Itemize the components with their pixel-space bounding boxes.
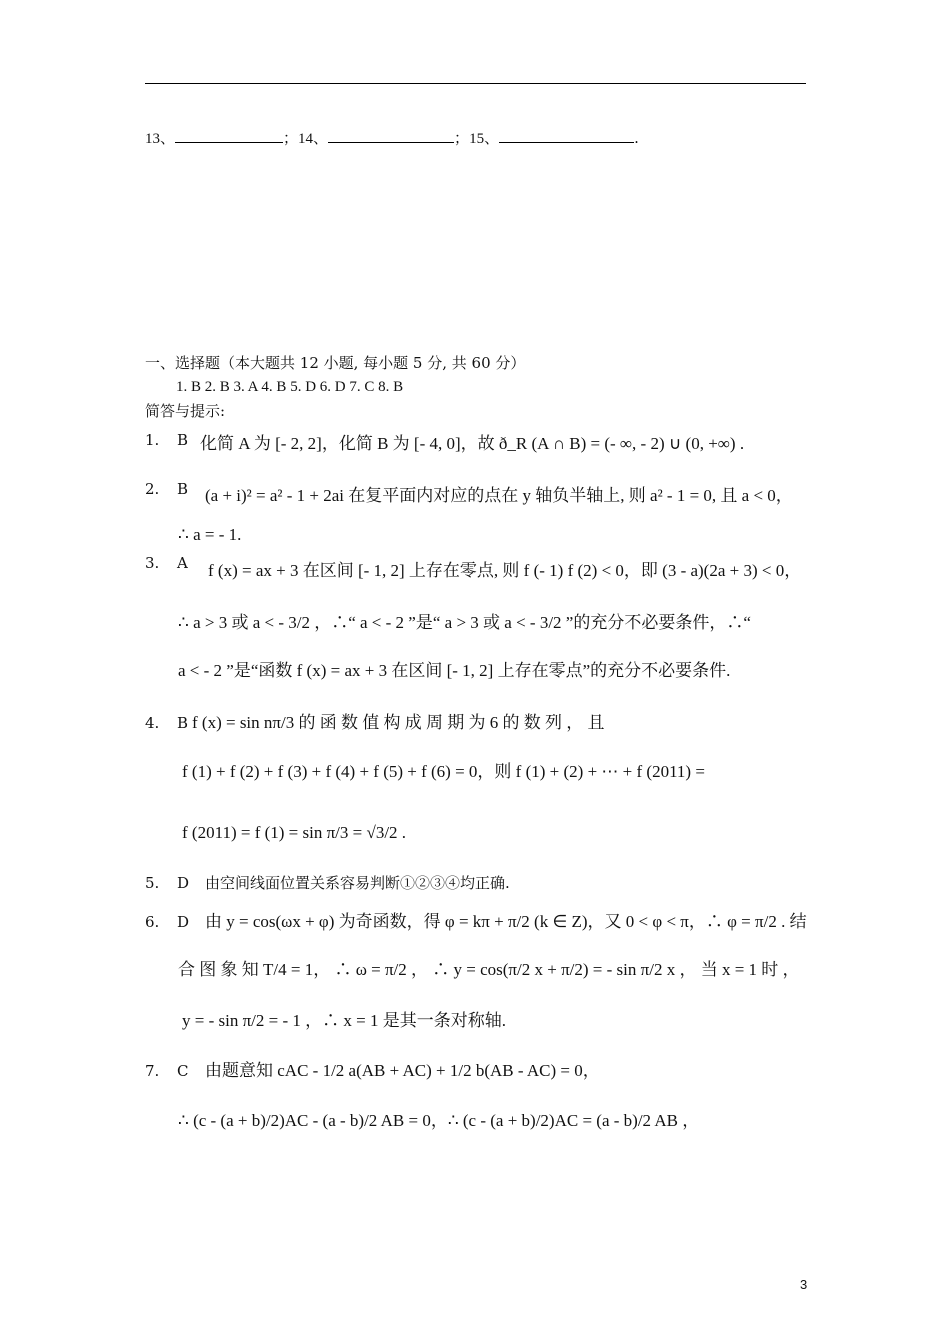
item-line: f (2011) = f (1) = sin π/3 = √3/2 . <box>182 823 407 842</box>
item-answer: A <box>177 554 188 572</box>
item-line: ∴ a = - 1. <box>178 525 242 544</box>
hint-title: 简答与提示: <box>145 402 226 420</box>
page-number: 3 <box>800 1277 808 1292</box>
blank-label-15: 15、 <box>469 131 500 147</box>
item-number: 1. <box>145 431 160 449</box>
answer-blanks-line <box>145 128 639 149</box>
item-answer: B <box>177 431 189 449</box>
blank-13[interactable] <box>175 128 283 143</box>
separator: ； <box>283 129 299 147</box>
item-number: 7. <box>145 1062 160 1080</box>
separator: ； <box>454 129 470 147</box>
item-line: 由 y = cos(ωx + φ) 为奇函数，得 φ = kπ + π/2 (k ∈ Z)，又 0 < φ < π，∴ φ = π/2 . 结 <box>205 912 807 931</box>
item-line: 由题意知 cAC - 1/2 a(AB + AC) + 1/2 b(AB - AC) = 0， <box>205 1061 600 1080</box>
blank-14[interactable] <box>328 128 454 143</box>
item-answer: D <box>177 913 190 931</box>
item-line: f (x) = sin nπ/3 的 函 数 值 构 成 周 期 为 6 的 数 列 ， 且 <box>192 713 605 732</box>
item-number: 3. <box>145 554 160 572</box>
blank-label-13: 13、 <box>145 131 176 147</box>
item-answer: D <box>177 874 190 892</box>
item-number: 4. <box>145 714 160 732</box>
item-line: a < - 2 ”是“函数 f (x) = ax + 3 在区间 [- 1, 2] 上存在零点”的充分不必要条件. <box>178 661 731 680</box>
blank-label-14: 14、 <box>298 131 329 147</box>
item-answer: B <box>177 714 189 732</box>
item-line: f (x) = ax + 3 在区间 [- 1, 2] 上存在零点, 则 f (- 1) f (2) < 0，即 (3 - a)(2a + 3) < 0， <box>208 561 802 580</box>
answer-key: 1. B 2. B 3. A 4. B 5. D 6. D 7. C 8. B <box>176 379 404 395</box>
section-title: 一、选择题（本大题共 12 小题, 每小题 5 分, 共 60 分） <box>145 354 526 372</box>
item-line: y = - sin π/2 = - 1 ，∴ x = 1 是其一条对称轴. <box>182 1011 506 1030</box>
item-line: (a + i)² = a² - 1 + 2ai 在复平面内对应的点在 y 轴负半轴上, 则 a² - 1 = 0, 且 a < 0， <box>205 486 793 505</box>
end-mark: . <box>634 129 639 147</box>
item-number: 5. <box>145 874 160 892</box>
item-line: f (1) + f (2) + f (3) + f (4) + f (5) + f (6) = 0，则 f (1) + (2) + ⋯ + f (2011) = <box>182 762 705 781</box>
item-number: 6. <box>145 913 160 931</box>
item-line: ∴ a > 3 或 a < - 3/2 ，∴“ a < - 2 ”是“ a > 3 或 a < - 3/2 ”的充分不必要条件，∴“ <box>178 613 751 632</box>
item-line: 由空间线面位置关系容易判断①②③④均正确. <box>205 874 510 892</box>
item-line: ∴ (c - (a + b)/2)AC - (a - b)/2 AB = 0，∴ (c - (a + b)/2)AC = (a - b)/2 AB ， <box>178 1111 700 1130</box>
item-line: 化简 A 为 [- 2, 2]，化简 B 为 [- 4, 0]，故 ð_R (A ∩ B) = (- ∞, - 2) ∪ (0, +∞) . <box>200 434 745 453</box>
blank-15[interactable] <box>499 128 634 143</box>
item-number: 2. <box>145 480 160 498</box>
header-rule <box>145 83 806 84</box>
item-answer: C <box>177 1062 189 1080</box>
item-line: 合 图 象 知 T/4 = 1， ∴ ω = π/2 ， ∴ y = cos(π/2 x + π/2) = - sin π/2 x ， 当 x = 1 时 ， <box>178 960 800 979</box>
item-answer: B <box>177 480 189 498</box>
